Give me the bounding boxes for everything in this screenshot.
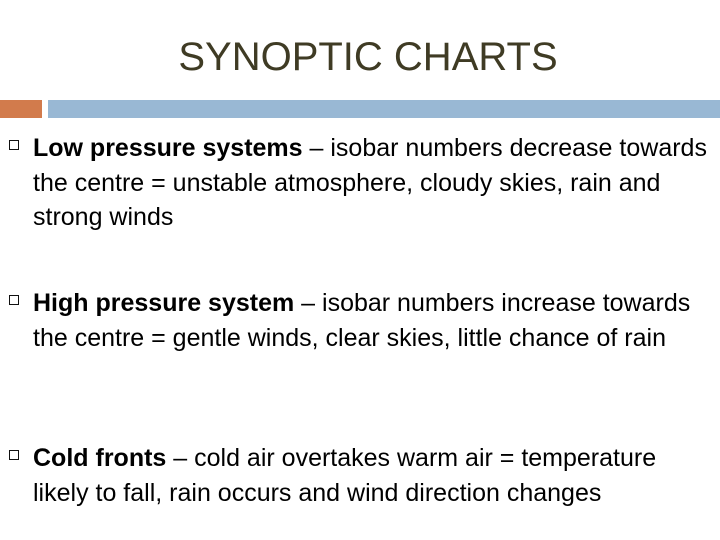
bullet-term: High pressure system bbox=[33, 289, 295, 317]
bullet-term: Cold fronts bbox=[33, 444, 167, 472]
hollow-square-icon bbox=[9, 140, 19, 150]
bullet-text: – cold air overtakes warm air = temperature likely to fall, rain occurs and wind direction changes bbox=[33, 444, 657, 507]
slide-title: SYNOPTIC CHARTS bbox=[178, 35, 558, 79]
bullet-item-high-pressure bbox=[33, 286, 713, 355]
bullet-item-low-pressure bbox=[33, 131, 713, 235]
hollow-square-icon bbox=[9, 450, 19, 460]
bullet-term: Low pressure systems bbox=[33, 134, 303, 162]
hollow-square-icon bbox=[9, 295, 19, 305]
bullet-text: – isobar numbers increase towards the centre = gentle winds, clear skies, little chance of rain bbox=[33, 289, 691, 352]
bullet-item-cold-fronts bbox=[33, 441, 713, 510]
bullet-text: – isobar numbers decrease towards the centre = unstable atmosphere, cloudy skies, rain and strong winds bbox=[33, 134, 707, 231]
